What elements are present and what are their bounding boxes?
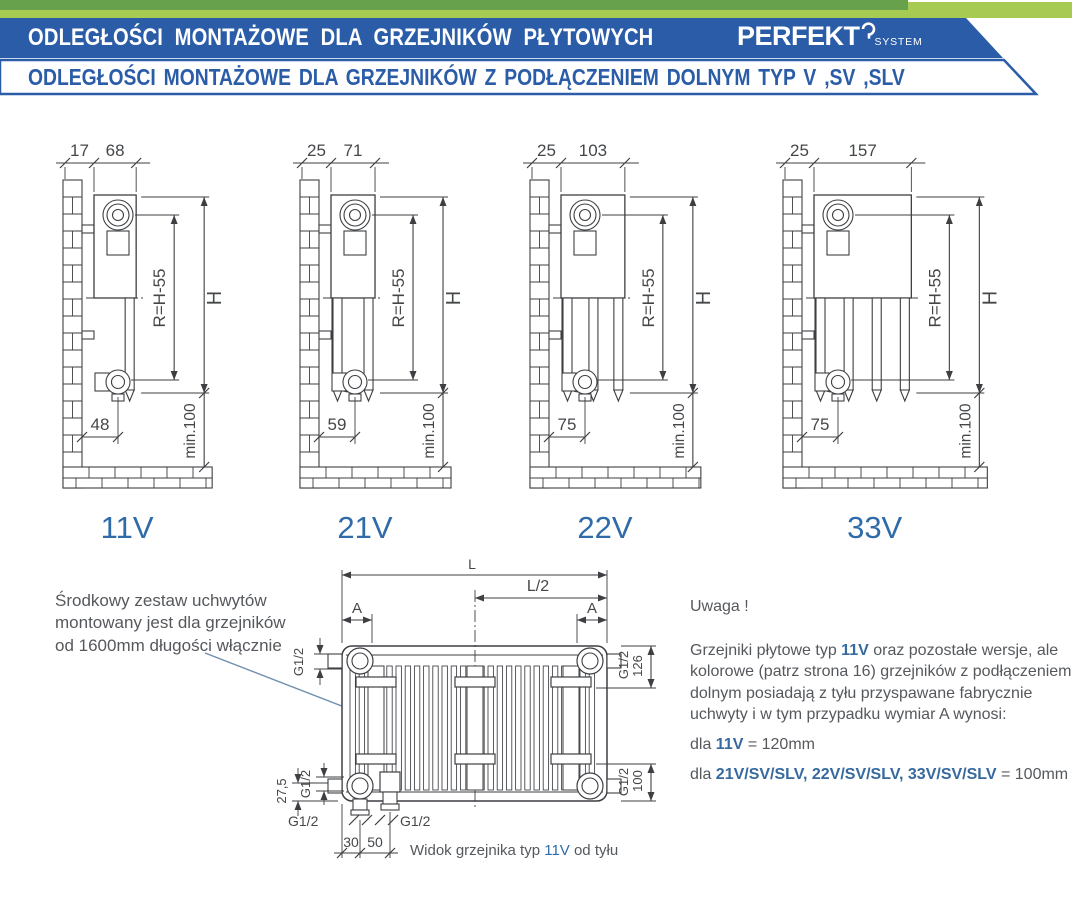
- diagram-side-21v: [257, 135, 507, 550]
- logo-hook-icon: [861, 21, 876, 45]
- dim-label: 48: [90, 415, 110, 434]
- dim-label: 27,5: [274, 778, 289, 804]
- dim-label: 30: [343, 834, 359, 850]
- dim-label: 59: [327, 415, 347, 434]
- dim-label: 75: [810, 415, 830, 434]
- diagram-side-33v: [740, 135, 1030, 550]
- section-title: ODLEGŁOŚCI MONTAŻOWE DLA GRZEJNIKÓW Z PODŁĄCZENIEM DOLNYM TYP V ,SV ,SLV: [28, 64, 905, 90]
- dim-label: min.100: [182, 403, 200, 459]
- dim-label: 68: [105, 141, 125, 160]
- dim-label: G1/2: [288, 813, 319, 829]
- dim-label: min.100: [670, 403, 688, 459]
- dim-label: 103: [578, 141, 608, 160]
- dim-label: A: [351, 600, 363, 617]
- dla-line-11v: dla 11V = 120mm: [690, 735, 815, 753]
- dim-label: G1/2: [616, 650, 631, 680]
- note-uwaga: [690, 596, 1072, 785]
- dim-label: R=H-55: [638, 268, 658, 328]
- dim-label: 126: [630, 655, 645, 677]
- perfekt-logo: [737, 20, 923, 52]
- logo-subtext: SYSTEM: [874, 36, 923, 48]
- dim-label: 33V: [847, 510, 903, 545]
- dim-label: R=H-55: [150, 268, 170, 328]
- dim-label: min.100: [421, 403, 439, 459]
- dla-line-other: dla 21V/SV/SLV, 22V/SV/SLV, 33V/SV/SLV = 100mm: [690, 765, 1069, 783]
- side-view-svg: [740, 135, 1030, 550]
- dim-label: 17: [70, 141, 89, 160]
- note-center-brackets: Środkowy zestaw uchwytów montowany jest dla grzejników od 1600mm długości włącznie: [55, 591, 286, 655]
- side-view-svg: [20, 135, 270, 550]
- dim-label: L/2: [526, 578, 550, 595]
- side-view-svg: [487, 135, 737, 550]
- dim-label: G1/2: [291, 647, 306, 677]
- dim-label: G1/2: [298, 769, 313, 799]
- dim-label: H: [443, 290, 466, 306]
- dim-label: H: [204, 290, 227, 306]
- dim-label: H: [979, 290, 1002, 306]
- side-view-svg: [257, 135, 507, 550]
- logo-text: PERFEKT: [737, 21, 860, 51]
- dim-label: 50: [367, 834, 383, 850]
- dim-label: L: [468, 558, 476, 572]
- header-strip-dark: [0, 0, 908, 10]
- dim-label: H: [692, 290, 715, 306]
- dim-label: R=H-55: [389, 268, 409, 328]
- dim-label: R=H-55: [925, 268, 945, 328]
- dim-label: G1/2: [616, 767, 631, 797]
- rear-view-caption: Widok grzejnika typ 11V od tyłu: [410, 842, 619, 859]
- dim-label: A: [586, 600, 598, 617]
- type-ref-11v: 11V: [841, 641, 869, 659]
- dim-label: 157: [848, 141, 877, 160]
- page-title: ODLEGŁOŚCI MONTAŻOWE DLA GRZEJNIKÓW PŁYTOWYCH: [28, 24, 654, 51]
- diagram-side-11v: [20, 135, 270, 550]
- uwaga-heading: Uwaga !: [690, 598, 749, 615]
- dim-label: 75: [557, 415, 577, 434]
- dim-label: 21V: [337, 510, 393, 545]
- dim-label: 22V: [577, 510, 633, 545]
- rear-view-svg: [200, 558, 680, 898]
- dim-label: G1/2: [400, 813, 431, 829]
- dim-label: 100: [630, 770, 645, 792]
- dim-label: 71: [343, 141, 363, 160]
- dim-label: 25: [307, 141, 326, 160]
- diagram-rear-view: [200, 558, 680, 898]
- uwaga-paragraph: Grzejniki płytowe typ 11V oraz pozostałe wersje, ale kolorowe (patrz strona 16) grzejników z podłączeniem dolnym posiadają z tyłu przyspawane fabrycznie uchwyty i w tym przypadku wymiar A wynosi:: [690, 641, 1072, 724]
- dim-label: 11V: [100, 510, 154, 545]
- dim-label: min.100: [957, 403, 975, 459]
- dim-label: 25: [537, 141, 556, 160]
- diagram-side-22v: [487, 135, 737, 550]
- dim-label: 25: [790, 141, 809, 160]
